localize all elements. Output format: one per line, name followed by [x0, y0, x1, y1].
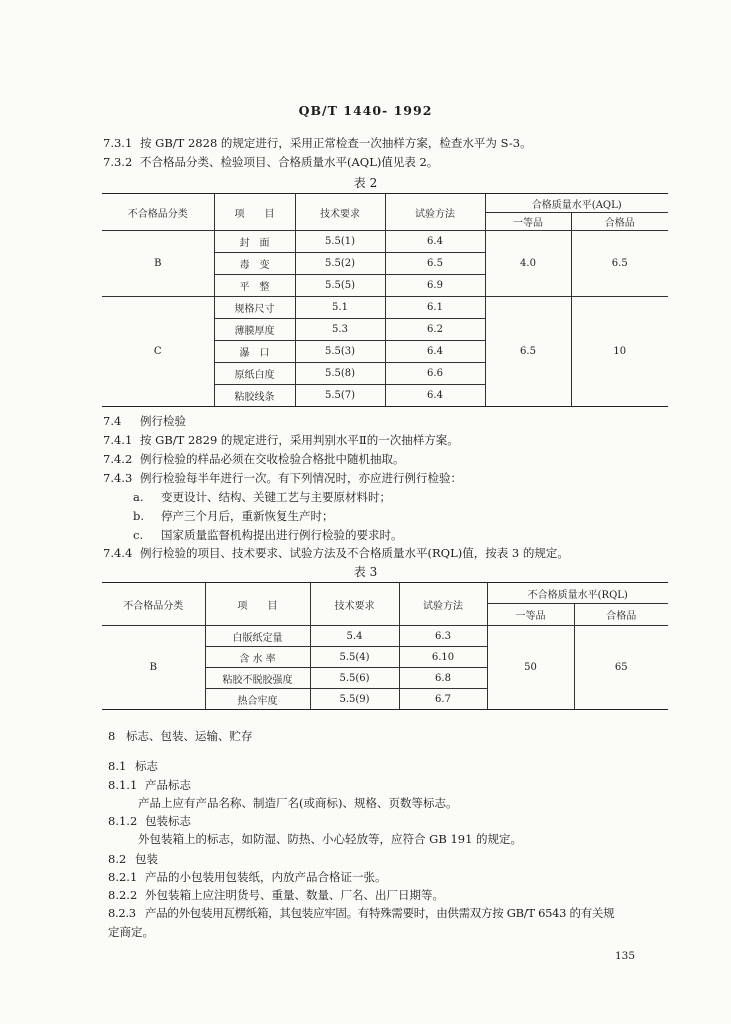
- item-cell: 热合牢度: [205, 689, 310, 710]
- clause-7-4-4: [103, 545, 569, 561]
- header-item: 项 目: [205, 583, 310, 626]
- header-first-grade: 一等品: [485, 213, 571, 231]
- table3-caption: 表 3: [353, 565, 378, 579]
- section-8-2-2: [108, 887, 444, 903]
- table-row: [102, 297, 668, 319]
- subitem-b: [133, 508, 334, 524]
- table-2: [102, 193, 668, 407]
- header-tech: 技术要求: [310, 583, 399, 626]
- test-cell: 6.3: [399, 626, 487, 647]
- header-tech: 技术要求: [295, 194, 385, 231]
- test-cell: 6.7: [399, 689, 487, 710]
- tech-cell: 5.1: [295, 297, 385, 319]
- section-7-4-title: [103, 413, 186, 429]
- subitem-label: b.: [133, 509, 145, 523]
- section-title: 包装: [135, 852, 158, 866]
- section-8-2-1: [108, 869, 387, 885]
- header-qualified: 合格品: [571, 213, 668, 231]
- section-8-1: [108, 758, 158, 774]
- table2-caption: 表 2: [353, 176, 378, 190]
- table-row: [102, 231, 668, 253]
- test-cell: 6.1: [385, 297, 485, 319]
- table-row: [102, 626, 668, 647]
- rql-first-cell: 50: [487, 626, 574, 710]
- section-number: 8.2.2: [108, 888, 138, 902]
- clause-number: 7.4.2: [103, 452, 133, 466]
- section-8-1-2: [108, 813, 191, 829]
- category-cell: C: [102, 297, 214, 407]
- test-cell: 6.4: [385, 385, 485, 407]
- header-category: 不合格品分类: [102, 583, 205, 626]
- section-number: 7.4: [103, 414, 122, 428]
- item-cell: 平 整: [214, 275, 295, 297]
- header-rql: 不合格质量水平(RQL): [487, 583, 668, 604]
- item-cell: 封 面: [214, 231, 295, 253]
- tech-cell: 5.5(4): [310, 647, 399, 668]
- rql-qualified-cell: 65: [574, 626, 668, 710]
- section-8-1-2-body: 外包装箱上的标志，如防湿、防热、小心轻放等，应符合 GB 191 的规定。: [138, 832, 523, 846]
- item-cell: 瀑 口: [214, 341, 295, 363]
- item-cell: 粘胶不脱胶强度: [205, 668, 310, 689]
- test-cell: 6.4: [385, 231, 485, 253]
- subitem-label: c.: [133, 528, 144, 542]
- section-number: 8.2.1: [108, 870, 138, 884]
- section-8-2: [108, 851, 158, 867]
- aql-qualified-cell: 6.5: [571, 231, 668, 297]
- clause-7-3-1: [103, 135, 532, 151]
- section-title: 产品标志: [145, 778, 191, 792]
- header-item: 项 目: [214, 194, 295, 231]
- clause-7-4-2: [103, 451, 405, 467]
- page-number: 135: [614, 950, 635, 962]
- section-number: 8.2.3: [108, 906, 136, 920]
- category-cell: B: [102, 231, 214, 297]
- test-cell: 6.5: [385, 253, 485, 275]
- clause-number: 7.4.3: [103, 471, 133, 485]
- header-category: 不合格品分类: [102, 194, 214, 231]
- clause-number: 7.4.4: [103, 546, 133, 560]
- test-cell: 6.2: [385, 319, 485, 341]
- clause-text: 按 GB/T 2828 的规定进行，采用正常检查一次抽样方案，检查水平为 S-3。: [140, 136, 532, 150]
- subitem-label: a.: [133, 490, 144, 504]
- item-cell: 毒 变: [214, 253, 295, 275]
- clause-number: 7.3.1: [103, 136, 133, 150]
- tech-cell: 5.4: [310, 626, 399, 647]
- subitem-text: 变更设计、结构、关键工艺与主要原材料时；: [161, 490, 391, 504]
- section-8-1-1-body: 产品上应有产品名称、制造厂名(或商标)、规格、页数等标志。: [138, 796, 458, 810]
- clause-text: 按 GB/T 2829 的规定进行，采用判别水平Ⅱ的一次抽样方案。: [140, 433, 459, 447]
- item-cell: 规格尺寸: [214, 297, 295, 319]
- item-cell: 原纸白度: [214, 363, 295, 385]
- header-test: 试验方法: [399, 583, 487, 626]
- section-number: 8.2: [108, 852, 127, 866]
- tech-cell: 5.5(7): [295, 385, 385, 407]
- subitem-text: 停产三个月后，重新恢复生产时；: [161, 509, 334, 523]
- section-title: 例行检验: [140, 414, 186, 428]
- tech-cell: 5.5(8): [295, 363, 385, 385]
- clause-number: 7.3.2: [103, 155, 133, 169]
- tech-cell: 5.5(5): [295, 275, 385, 297]
- tech-cell: 5.5(6): [310, 668, 399, 689]
- section-8-2-3-continued: 定商定。: [108, 925, 154, 939]
- standard-number-header: QB/T 1440- 1992: [298, 103, 433, 118]
- item-cell: 白版纸定量: [205, 626, 310, 647]
- clause-text: 不合格品分类、检验项目、合格质量水平(AQL)值见表 2。: [140, 155, 439, 169]
- test-cell: 6.4: [385, 341, 485, 363]
- clause-text: 例行检验每半年进行一次。有下列情况时，亦应进行例行检验：: [140, 471, 462, 485]
- category-cell: B: [102, 626, 205, 710]
- section-title: 标志、包装、运输、贮存: [126, 729, 253, 743]
- clause-number: 7.4.1: [103, 433, 133, 447]
- clause-7-4-3: [103, 470, 462, 486]
- table-3: [102, 582, 668, 710]
- header-aql: 合格质量水平(AQL): [485, 194, 668, 213]
- clause-text: 例行检验的样品必须在交收检验合格批中随机抽取。: [140, 452, 405, 466]
- section-title: 标志: [135, 759, 158, 773]
- tech-cell: 5.5(9): [310, 689, 399, 710]
- section-8-2-3: [108, 905, 614, 921]
- item-cell: 粘胶线条: [214, 385, 295, 407]
- test-cell: 6.8: [399, 668, 487, 689]
- clause-text: 例行检验的项目、技术要求、试验方法及不合格质量水平(RQL)值，按表 3 的规定。: [140, 546, 569, 560]
- header-qualified: 合格品: [574, 604, 668, 626]
- header-test: 试验方法: [385, 194, 485, 231]
- section-number: 8.1.2: [108, 814, 138, 828]
- section-title: 包装标志: [145, 814, 191, 828]
- tech-cell: 5.5(2): [295, 253, 385, 275]
- clause-7-4-1: [103, 432, 459, 448]
- item-cell: 含 水 率: [205, 647, 310, 668]
- section-text: 产品的外包装用瓦楞纸箱，其包装应牢固。有特殊需要时，由供需双方按 GB/T 6543 的有关规: [145, 906, 615, 920]
- aql-qualified-cell: 10: [571, 297, 668, 407]
- subitem-c: [133, 527, 403, 543]
- tech-cell: 5.3: [295, 319, 385, 341]
- section-text: 产品的小包装用包装纸，内放产品合格证一张。: [145, 870, 387, 884]
- section-8-1-1: [108, 777, 191, 793]
- tech-cell: 5.5(3): [295, 341, 385, 363]
- section-number: 8.1.1: [108, 778, 138, 792]
- test-cell: 6.9: [385, 275, 485, 297]
- section-text: 外包装箱上应注明货号、重量、数量、厂名、出厂日期等。: [145, 888, 444, 902]
- aql-first-cell: 4.0: [485, 231, 571, 297]
- clause-7-3-2: [103, 154, 438, 170]
- subitem-a: [133, 489, 391, 505]
- aql-first-cell: 6.5: [485, 297, 571, 407]
- test-cell: 6.6: [385, 363, 485, 385]
- section-8-title: [108, 728, 253, 744]
- tech-cell: 5.5(1): [295, 231, 385, 253]
- subitem-text: 国家质量监督机构提出进行例行检验的要求时。: [161, 528, 403, 542]
- item-cell: 薄膜厚度: [214, 319, 295, 341]
- section-number: 8: [108, 729, 116, 743]
- test-cell: 6.10: [399, 647, 487, 668]
- header-first-grade: 一等品: [487, 604, 574, 626]
- section-number: 8.1: [108, 759, 127, 773]
